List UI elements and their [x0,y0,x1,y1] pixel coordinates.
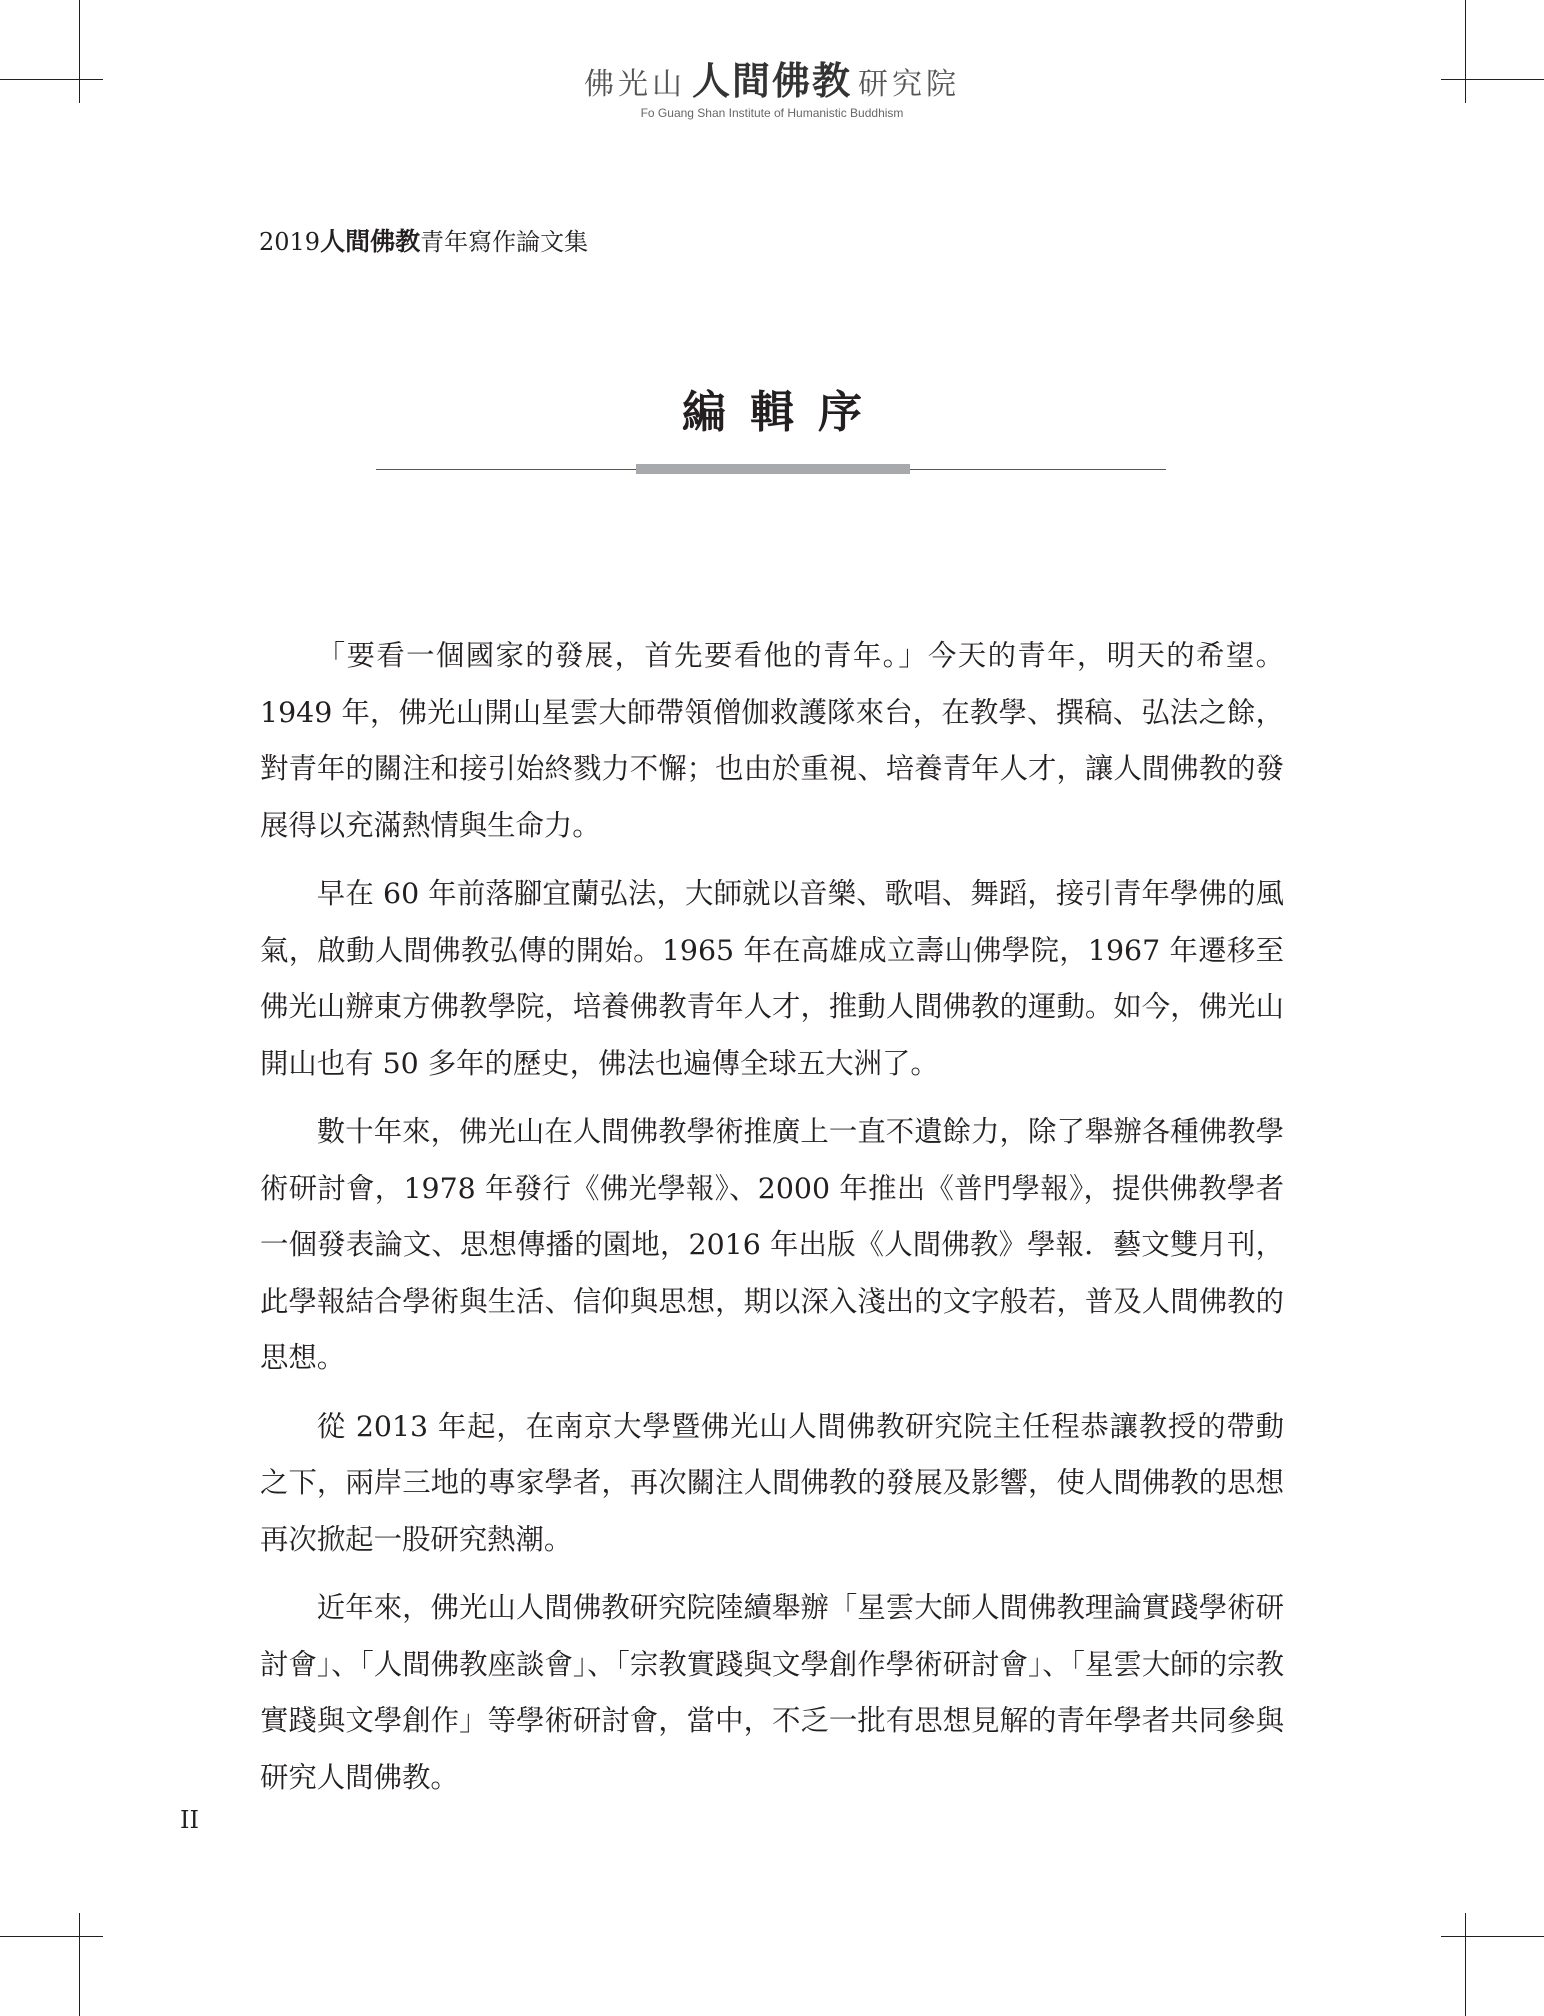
publisher-header [0,58,1544,120]
crop-mark [1465,1913,1466,2016]
publisher-logo: 佛光山 人間佛教 研究院 [583,58,960,103]
crop-mark [79,1913,80,2016]
running-head: 2019人間佛教青年寫作論文集 [259,227,589,256]
title-rule-accent [636,464,910,474]
publisher-subtitle: Fo Guang Shan Institute of Humanistic Buddhism [640,105,904,120]
paragraph: 從 2013 年起，在南京大學暨佛光山人間佛教研究院主任程恭讓教授的帶動之下，兩岸三地的專家學者，再次關注人間佛教的發展及影響，使人間佛教的思想再次掀起一股研究熱潮。 [260,1409,1284,1556]
paragraph: 數十年來，佛光山在人間佛教學術推廣上一直不遺餘力，除了舉辦各種佛教學術研討會，1978 年發行《佛光學報》、2000 年推出《普門學報》，提供佛教學者一個發表論文、思想傳播的園地，2016 年出版《人間佛教》學報．藝文雙月刊，此學報結合學術與生活、信仰與思想，期以深入淺出的文字般若，普及人間佛教的思想。 [260,1115,1284,1374]
crop-mark [0,1936,103,1937]
body-text [260,628,1284,1818]
paragraph: 早在 60 年前落腳宜蘭弘法，大師就以音樂、歌唱、舞蹈，接引青年學佛的風氣，啟動人間佛教弘傳的開始。1965 年在高雄成立壽山佛學院，1967 年遷移至佛光山辦東方佛教學院，培養佛教青年人才，推動人間佛教的運動。如今，佛光山開山也有 50 多年的歷史，佛法也遍傳全球五大洲了。 [260,877,1284,1080]
page-number: II [180,1806,199,1834]
crop-mark [1441,1936,1544,1937]
page-title: 編輯序 [682,387,886,438]
paragraph: 近年來，佛光山人間佛教研究院陸續舉辦「星雲大師人間佛教理論實踐學術研討會」、「人間佛教座談會」、「宗教實踐與文學創作學術研討會」、「星雲大師的宗教實踐與文學創作」等學術研討會，當中，不乏一批有思想見解的青年學者共同參與研究人間佛教。 [260,1591,1284,1794]
paragraph: 「要看一個國家的發展，首先要看他的青年。」今天的青年，明天的希望。1949 年，佛光山開山星雲大師帶領僧伽救護隊來台，在教學、撰稿、弘法之餘，對青年的關注和接引始終戮力不懈；也由於重視、培養青年人才，讓人間佛教的發展得以充滿熱情與生命力。 [260,639,1284,842]
